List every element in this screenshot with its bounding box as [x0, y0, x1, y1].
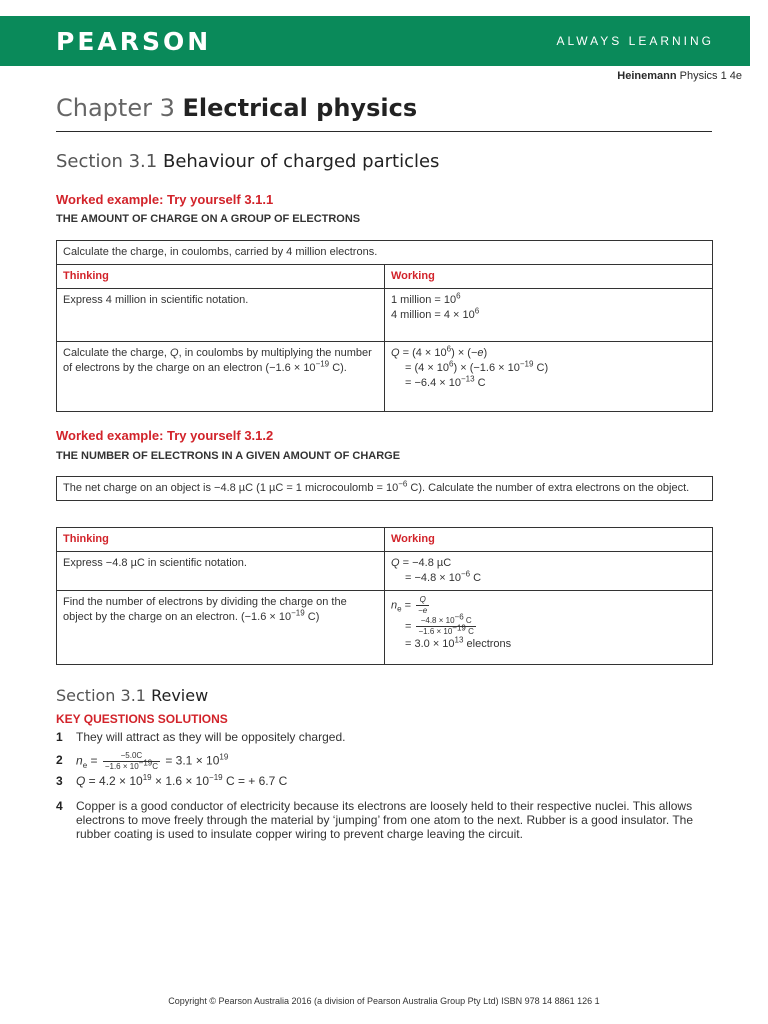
text: = (4 × 10 — [399, 347, 447, 359]
exponent: 6 — [446, 344, 452, 354]
text: = −4.8 × 10 — [405, 572, 461, 584]
worked-example-2-heading: Worked example: Try yourself 3.1.2 — [56, 428, 274, 443]
text: C) — [533, 362, 549, 374]
section-number: Section 3.1 — [56, 151, 158, 172]
text: C — [465, 627, 474, 636]
denominator — [416, 623, 475, 637]
exponent: −6 — [454, 612, 464, 622]
text: = −4.8 µC — [399, 557, 452, 569]
example-1-row-2-thinking — [57, 342, 385, 412]
symbol-n: n — [76, 753, 83, 768]
text: C = + 6.7 C — [222, 774, 288, 788]
review-number: Section 3.1 — [56, 686, 146, 705]
exponent: −19 — [209, 773, 223, 782]
exponent: 13 — [454, 635, 464, 645]
working-line: 1 million = 10 — [391, 294, 457, 306]
fraction — [103, 751, 160, 772]
text: C — [470, 572, 482, 584]
chapter-title — [56, 94, 417, 122]
symbol-q: Q — [391, 347, 400, 359]
exponent: −6 — [398, 479, 408, 489]
text: = 4.2 × 10 — [85, 774, 143, 788]
example-1-row-2-working — [385, 342, 713, 412]
text: C). — [329, 362, 347, 374]
exponent: −19 — [138, 758, 153, 768]
question-text: Copper is a good conductor of electricity because its electrons are loosely held to their respective nuclei. This allows electrons to move freely through the material by ‘jumping’ from one atom to the next. Rubber is a good insulator. The rubber coating is used to insulate copper wiring to prevent charge leaving the circuit. — [76, 799, 693, 841]
question-text: They will attract as they will be oppositely charged. — [76, 730, 346, 744]
exponent: 6 — [474, 306, 480, 316]
exponent: 19 — [142, 773, 152, 782]
subscript: e — [397, 604, 402, 614]
symbol-e: e — [477, 347, 484, 359]
chapter-rule — [56, 131, 712, 132]
denominator — [103, 758, 160, 772]
pearson-banner — [0, 16, 750, 66]
question-number: 1 — [56, 730, 63, 744]
worked-example-2-table — [56, 527, 713, 665]
example-1-question: Calculate the charge, in coulombs, carried by 4 million electrons. — [57, 241, 713, 265]
fraction — [416, 595, 429, 616]
symbol-q: Q — [391, 557, 400, 569]
question-text — [76, 751, 716, 772]
worked-example-2-subheading: THE NUMBER OF ELECTRONS IN A GIVEN AMOUNT OF CHARGE — [56, 450, 401, 462]
symbol-q: Q — [76, 774, 86, 788]
working-header: Working — [385, 265, 713, 289]
text: C — [474, 377, 486, 389]
numerator: −5.0C — [103, 751, 160, 762]
question-text — [76, 774, 716, 788]
exponent: −19 — [452, 623, 466, 633]
working-line: 4 million = 4 × 10 — [391, 309, 475, 321]
worked-example-1-table — [56, 240, 713, 412]
example-1-row-1-working — [385, 289, 713, 342]
example-2-row-1-thinking: Express −4.8 µC in scientific notation. — [57, 552, 385, 591]
text: , in coulombs by multiplying the number of electrons by the charge on an electron (−1.6 × 10 — [63, 347, 372, 374]
denominator: −e — [418, 606, 428, 615]
text: C — [463, 616, 472, 625]
exponent: −19 — [519, 359, 534, 369]
question-4 — [56, 799, 716, 841]
text: = — [87, 753, 101, 768]
text: ) — [483, 347, 488, 359]
example-1-row-1-thinking: Express 4 million in scientific notation. — [57, 289, 385, 342]
worked-example-1-heading: Worked example: Try yourself 3.1.1 — [56, 192, 274, 207]
review-name: Review — [151, 686, 209, 705]
section-name: Behaviour of charged particles — [162, 151, 440, 172]
chapter-name: Electrical physics — [182, 94, 418, 122]
text: −1.6 × 10 — [418, 627, 453, 636]
book-title — [617, 70, 742, 82]
numerator: Q — [416, 595, 429, 606]
example-2-row-1-working — [385, 552, 713, 591]
text: ) × (−1.6 × 10 — [453, 362, 520, 374]
text: = 3.1 × 10 — [162, 753, 220, 768]
symbol-q: Q — [170, 347, 179, 359]
numerator — [416, 612, 475, 627]
text: C — [152, 762, 158, 771]
symbol-n: n — [391, 599, 398, 612]
question-number: 4 — [56, 799, 63, 813]
question-number: 2 — [56, 753, 63, 767]
example-2-row-2-thinking — [57, 591, 385, 665]
text: Calculate the charge, — [63, 347, 171, 359]
copyright-footer: Copyright © Pearson Australia 2016 (a division of Pearson Australia Group Pty Ltd) ISBN 978 14 8861 126 1 — [168, 996, 600, 1006]
text: ) × (− — [451, 347, 478, 359]
question-1 — [56, 730, 716, 744]
exponent: −13 — [460, 374, 475, 384]
thinking-header: Thinking — [57, 528, 385, 552]
question-2 — [56, 751, 716, 772]
text: −4.8 × 10 — [420, 616, 455, 625]
subscript: e — [82, 761, 88, 771]
worked-example-1-subheading: THE AMOUNT OF CHARGE ON A GROUP OF ELECTRONS — [56, 213, 361, 225]
text: electrons — [463, 638, 512, 650]
book-name: Physics 1 4e — [676, 70, 742, 82]
text: × 1.6 × 10 — [151, 774, 210, 788]
exponent: 19 — [219, 752, 229, 762]
text: C) — [304, 611, 320, 623]
fraction — [416, 612, 475, 637]
working-header: Working — [385, 528, 713, 552]
tagline: ALWAYS LEARNING — [556, 34, 714, 48]
example-2-row-2-working: $n_e$ = $\frac{Q}{-e}$ = $\frac{-4.8 \times 10^{-6} C}{-1.6 \times 10^{-19} C}$ = $3.0 \times 10^{13}$ electrons — [385, 591, 713, 665]
key-questions-heading: KEY QUESTIONS SOLUTIONS — [56, 712, 228, 726]
chapter-number: Chapter 3 — [56, 94, 175, 122]
text: = 3.0 × 10 — [405, 638, 455, 650]
text: Find the number of electrons by dividing the charge on the object by the charge on an electron. (−1.6 × 10 — [63, 596, 347, 623]
exponent: −19 — [291, 608, 305, 618]
example-2-question — [57, 477, 713, 501]
text: C). Calculate the number of extra electrons on the object. — [407, 482, 690, 494]
review-title — [56, 686, 208, 705]
text: The net charge on an object is −4.8 µC (1 µC = 1 microcoulomb = 10 — [63, 482, 399, 494]
exponent: −19 — [315, 359, 330, 369]
text: −1.6 × 10 — [104, 762, 139, 771]
question-3 — [56, 774, 716, 788]
text: = (4 × 10 — [405, 362, 450, 374]
book-brand: Heinemann — [617, 70, 677, 82]
text: = — [401, 599, 415, 612]
exponent: −6 — [460, 569, 471, 579]
worked-example-2-question-box — [56, 476, 713, 501]
exponent: 6 — [449, 359, 454, 369]
question-number: 3 — [56, 774, 63, 788]
exponent: 6 — [456, 291, 461, 301]
text: = −6.4 × 10 — [405, 377, 461, 389]
pearson-logo: PEARSON — [56, 27, 212, 56]
section-title — [56, 151, 439, 172]
thinking-header: Thinking — [57, 265, 385, 289]
